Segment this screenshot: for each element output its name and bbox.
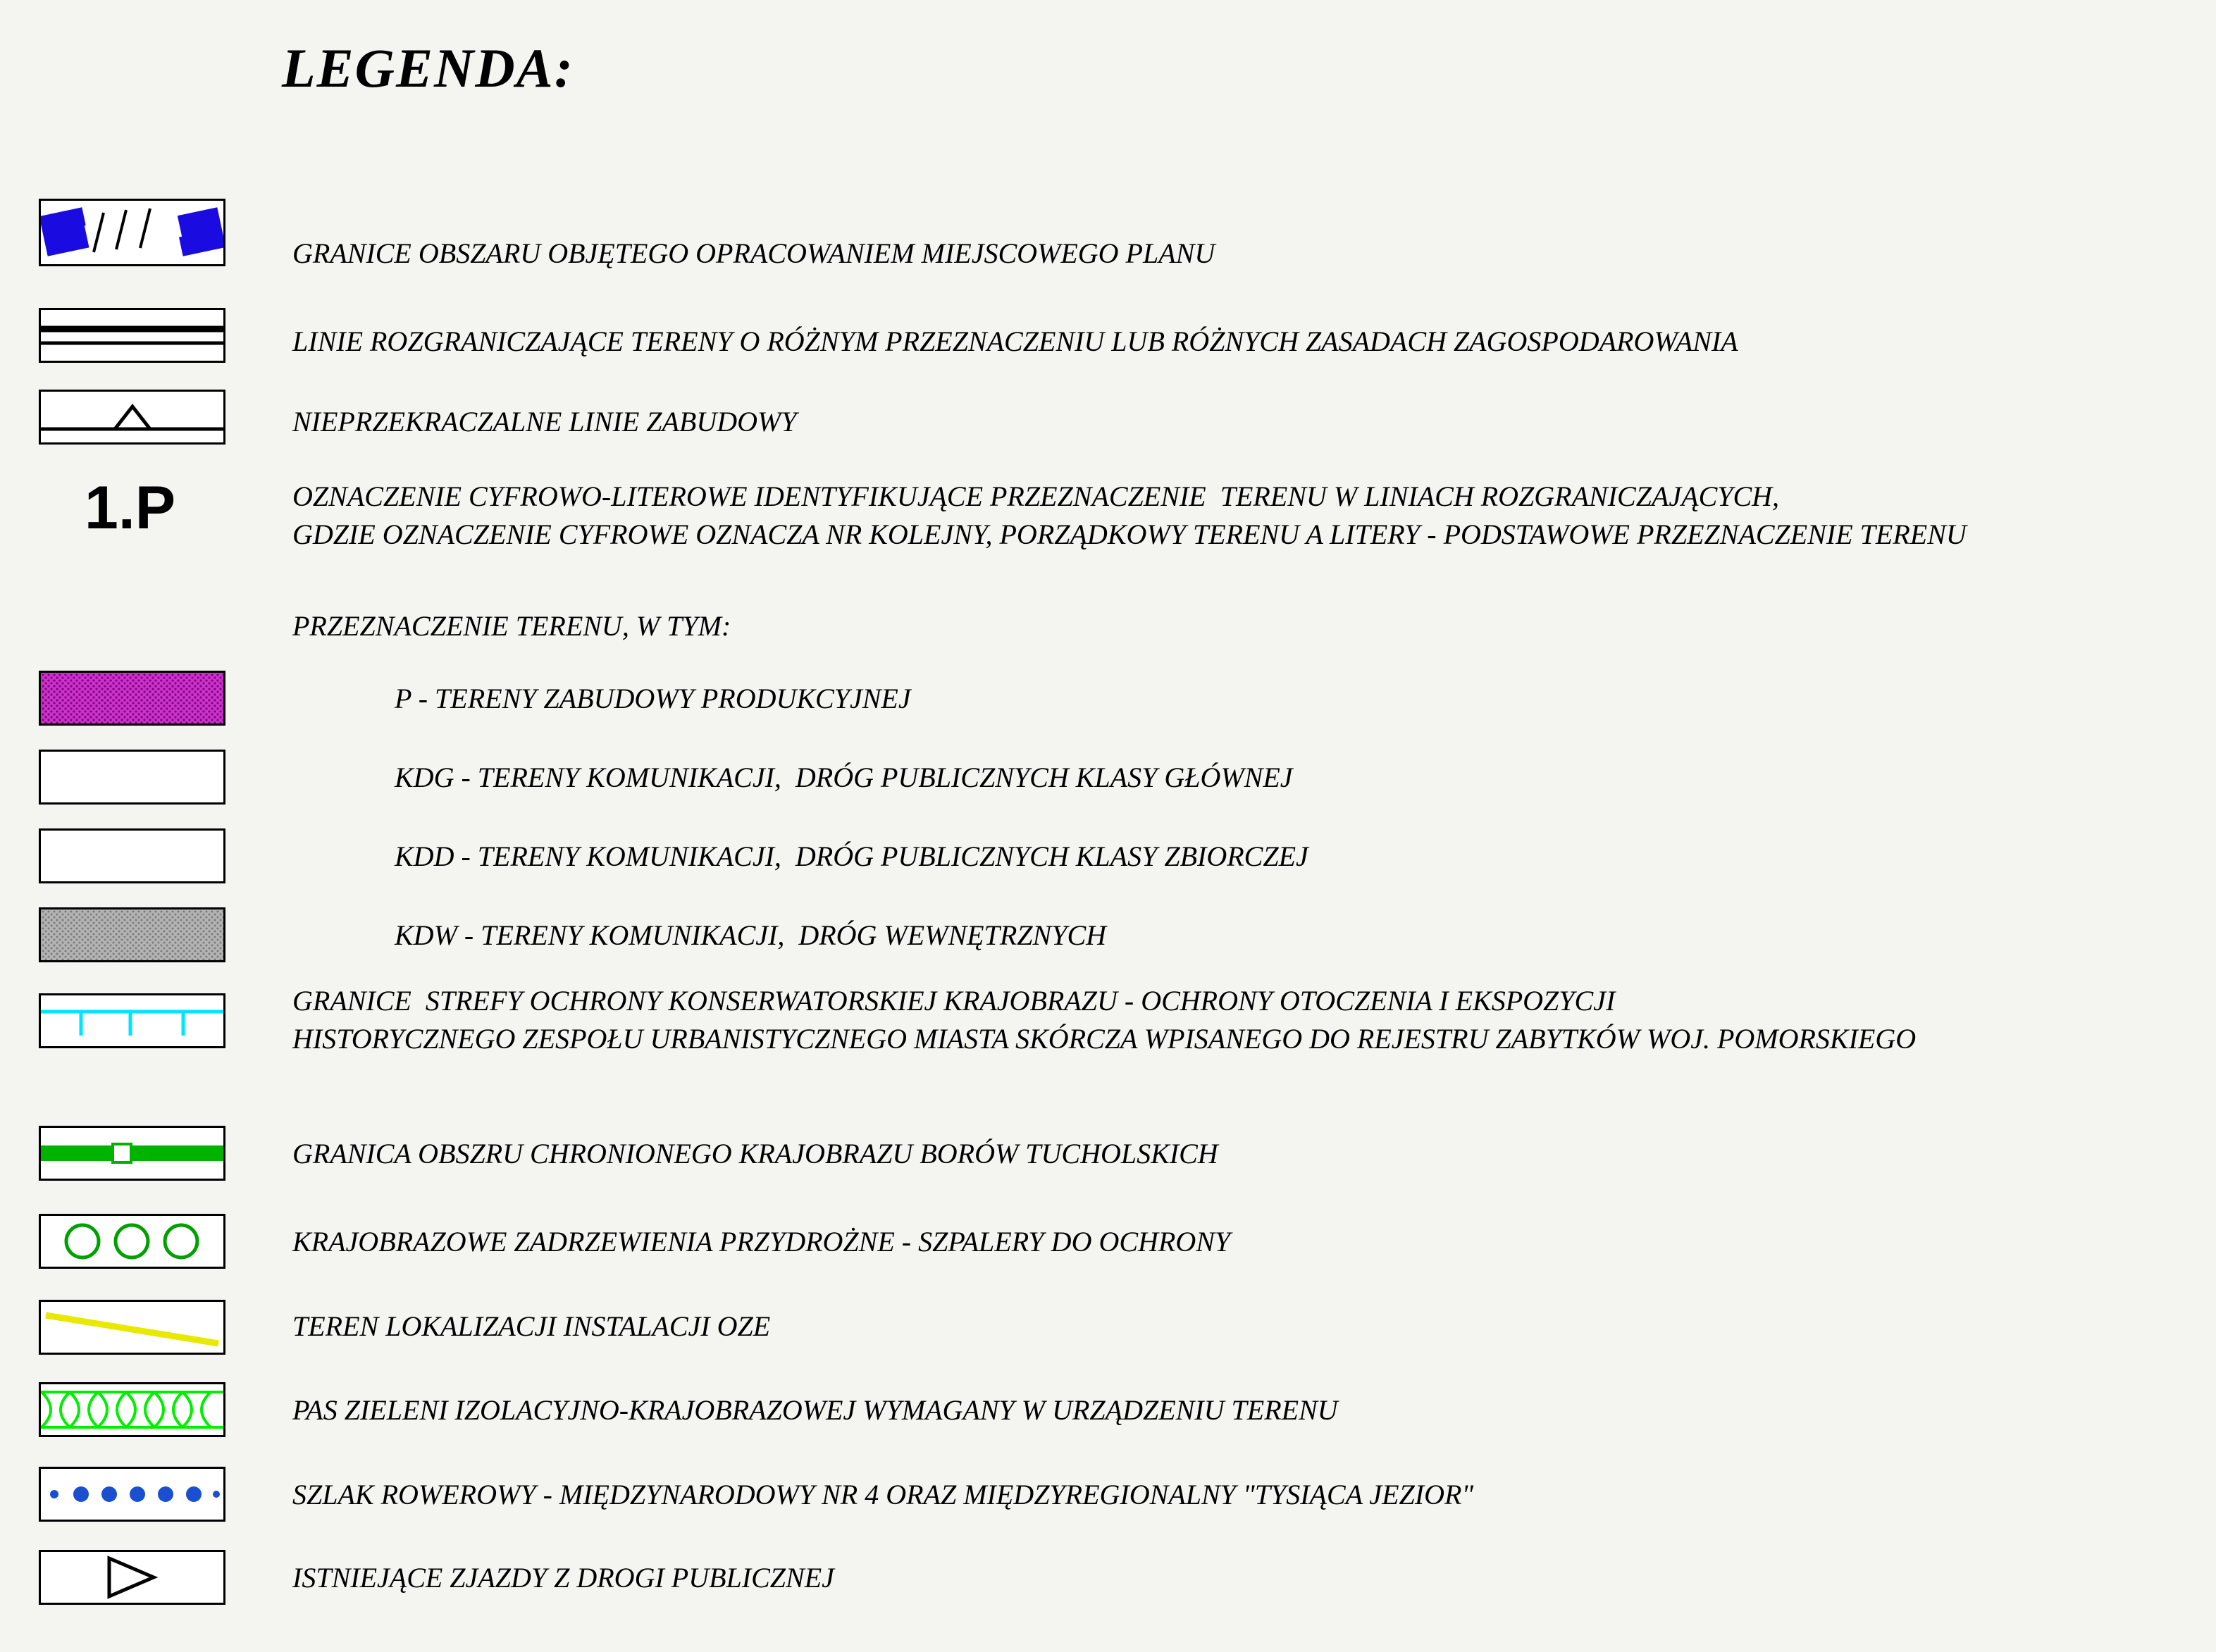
legend-label-purpose-kdg: KDG - TERENY KOMUNIKACJI, DRÓG PUBLICZNYCH KLASY GŁÓWNEJ	[395, 762, 1293, 793]
legend-label-conservation-zone-line1: GRANICE STREFY OCHRONY KONSERWATORSKIEJ KRAJOBRAZU - OCHRONY OTOCZENIA I EKSPOZYCJI	[292, 985, 1616, 1017]
legend-label-separating-lines: LINIE ROZGRANICZAJĄCE TERENY O RÓŻNYM PRZEZNACZENIU LUB RÓŻNYCH ZASADACH ZAGOSPODAROWANIA	[292, 325, 1738, 357]
legend-label-terrain-code-line1: OZNACZENIE CYFROWO-LITEROWE IDENTYFIKUJĄCE PRZEZNACZENIE TERENU W LINIACH ROZGRANICZAJĄCYCH,	[292, 480, 1780, 512]
legend-label-plan-area-boundary: GRANICE OBSZARU OBJĘTEGO OPRACOWANIEM MIEJSCOWEGO PLANU	[292, 237, 1215, 269]
legend-label-terrain-code-line2: GDZIE OZNACZENIE CYFROWE OZNACZA NR KOLEJNY, PORZĄDKOWY TERENU A LITERY - PODSTAWOWE PRZEZNACZENIE TERENU	[292, 518, 1967, 550]
terrain-code-sample: 1.P	[85, 474, 176, 542]
legend-label-protected-landscape-bory: GRANICA OBSZRU CHRONIONEGO KRAJOBRAZU BORÓW TUCHOLSKICH	[292, 1138, 1218, 1169]
legend-label-bike-route: SZLAK ROWEROWY - MIĘDZYNARODOWY NR 4 ORAZ MIĘDZYREGIONALNY "TYSIĄCA JEZIOR"	[292, 1479, 1474, 1510]
legend-label-purpose-kdd: KDD - TERENY KOMUNIKACJI, DRÓG PUBLICZNYCH KLASY ZBIORCZEJ	[395, 840, 1308, 872]
legend-label-roadside-trees: KRAJOBRAZOWE ZADRZEWIENIA PRZYDROŻNE - SZPALERY DO OCHRONY	[292, 1226, 1231, 1257]
legend-label-conservation-zone-line2: HISTORYCZNEGO ZESPOŁU URBANISTYCZNEGO MIASTA SKÓRCZA WPISANEGO DO REJESTRU ZABYTKÓW WOJ. POMORSKIEGO	[292, 1023, 1917, 1055]
legend-label-oze-installation-area: TEREN LOKALIZACJI INSTALACJI OZE	[292, 1310, 771, 1342]
legend-label-purpose-p: P - TERENY ZABUDOWY PRODUKCYJNEJ	[395, 683, 911, 714]
page-title: LEGENDA:	[282, 37, 574, 99]
legend-label-green-isolation-belt: PAS ZIELENI IZOLACYJNO-KRAJOBRAZOWEJ WYMAGANY W URZĄDZENIU TERENU	[292, 1394, 1338, 1426]
legend-label-existing-exits: ISTNIEJĄCE ZJAZDY Z DROGI PUBLICZNEJ	[292, 1562, 834, 1594]
legend-label-terrain-purpose-header: PRZEZNACZENIE TERENU, W TYM:	[292, 610, 731, 642]
legend-label-building-line: NIEPRZEKRACZALNE LINIE ZABUDOWY	[292, 406, 797, 437]
legend-label-purpose-kdw: KDW - TERENY KOMUNIKACJI, DRÓG WEWNĘTRZNYCH	[395, 919, 1107, 951]
